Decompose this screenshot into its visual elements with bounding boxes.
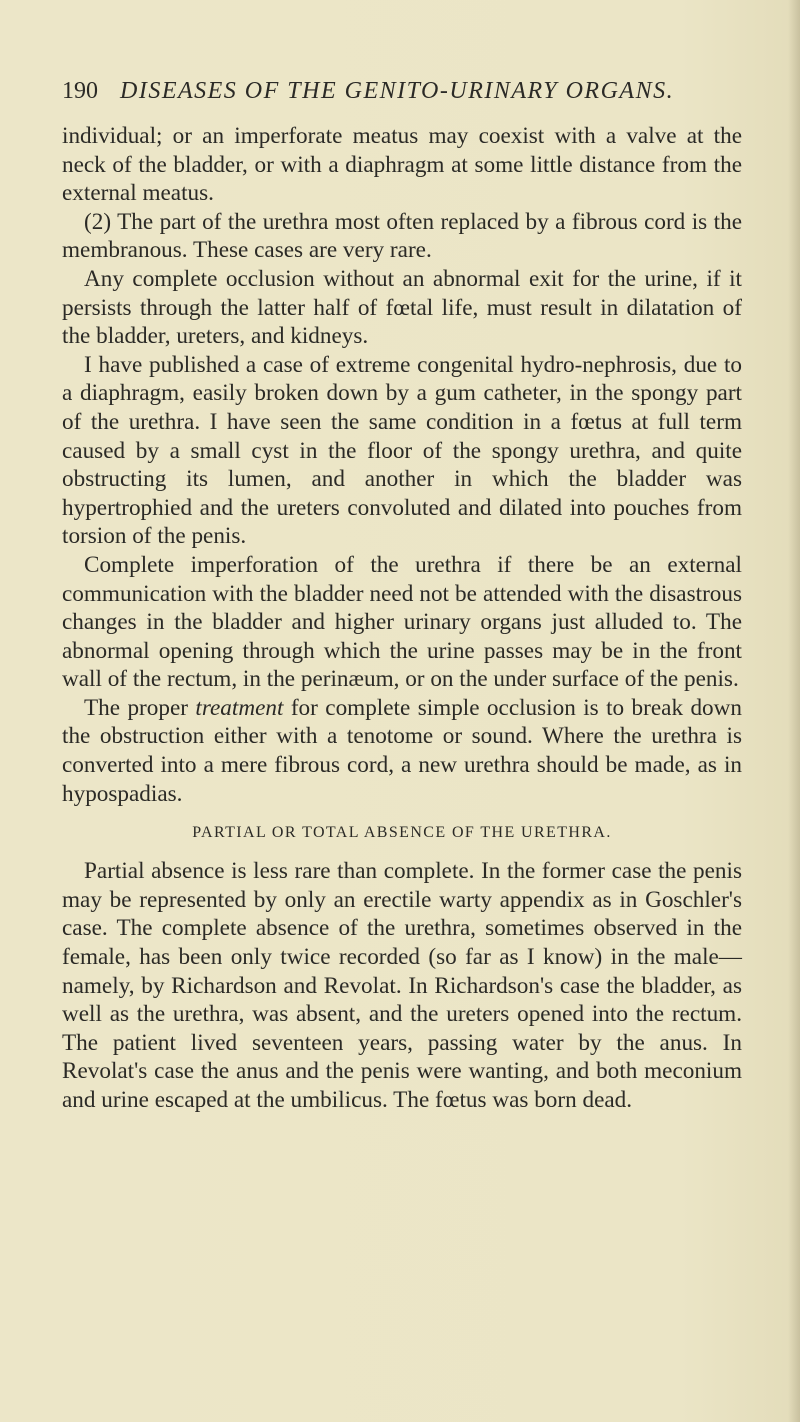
treatment-text-after: for complete simple occlusion is to break down the obstruction either with a tenotome or sound. Where the urethra is converted into a mere fibrous cord, a new urethra should be made, as in hypospadias. (62, 694, 742, 807)
running-head (62, 78, 762, 112)
paragraph-treatment (62, 694, 742, 808)
paragraph-hydronephrosis: I have published a case of extreme congenital hydro-nephrosis, due to a diaphragm, easily broken down by a gum catheter, in the spongy part of the urethra. I have seen the same condition in a fœtus at full term caused by a small cyst in the floor of the spongy urethra, and quite obstructing its lumen, and another in which the bladder was hypertrophied and the ureters convoluted and dilated into pouches from torsion of the penis. (62, 351, 742, 550)
paragraph-partial-absence: Partial absence is less rare than complete. In the former case the penis may be represented by only an erectile warty appendix as in Goschler's case. The complete absence of the urethra, sometimes observed in the female, has been only twice recorded (so far as I know) in the male—namely, by Richardson and Revolat. In Richardson's case the bladder, as well as the urethra, was absent, and the ureters opened into the rectum. The patient lived seventeen years, passing water by the anus. In Revolat's case the anus and the penis were wanting, and both meconium and urine escaped at the umbilicus. The fœtus was born dead. (62, 858, 742, 1113)
section-heading: PARTIAL OR TOTAL ABSENCE OF THE URETHRA. (192, 824, 612, 842)
paragraph-continuation: individual; or an imperforate meatus may coexist with a valve at the neck of the bladder, or with a diaphragm at some little distance from the external meatus. (62, 123, 742, 207)
paragraph-membranous: (2) The part of the urethra most often replaced by a fibrous cord is the membranous. These cases are very rare. (62, 208, 742, 264)
running-head-title: DISEASES OF THE GENITO-URINARY ORGANS. (120, 78, 675, 104)
paragraph-occlusion: Any complete occlusion without an abnormal exit for the urine, if it persists through the latter half of fœtal life, must result in dilatation of the bladder, ureters, and kidneys. (62, 265, 742, 350)
treatment-text-before: The proper (84, 694, 196, 721)
paragraph-imperforation: Complete imperforation of the urethra if there be an external communication with the bladder need not be attended with the disastrous changes in the bladder and higher urinary organs just alluded to. The abnormal opening through which the urine passes may be in the front wall of the rectum, in the perinæum, or on the under surface of the penis. (62, 551, 742, 693)
page-number: 190 (62, 78, 98, 104)
treatment-emphasis: treatment (195, 694, 284, 721)
body-text (62, 122, 742, 1115)
page-edge-shadow (788, 0, 800, 1422)
